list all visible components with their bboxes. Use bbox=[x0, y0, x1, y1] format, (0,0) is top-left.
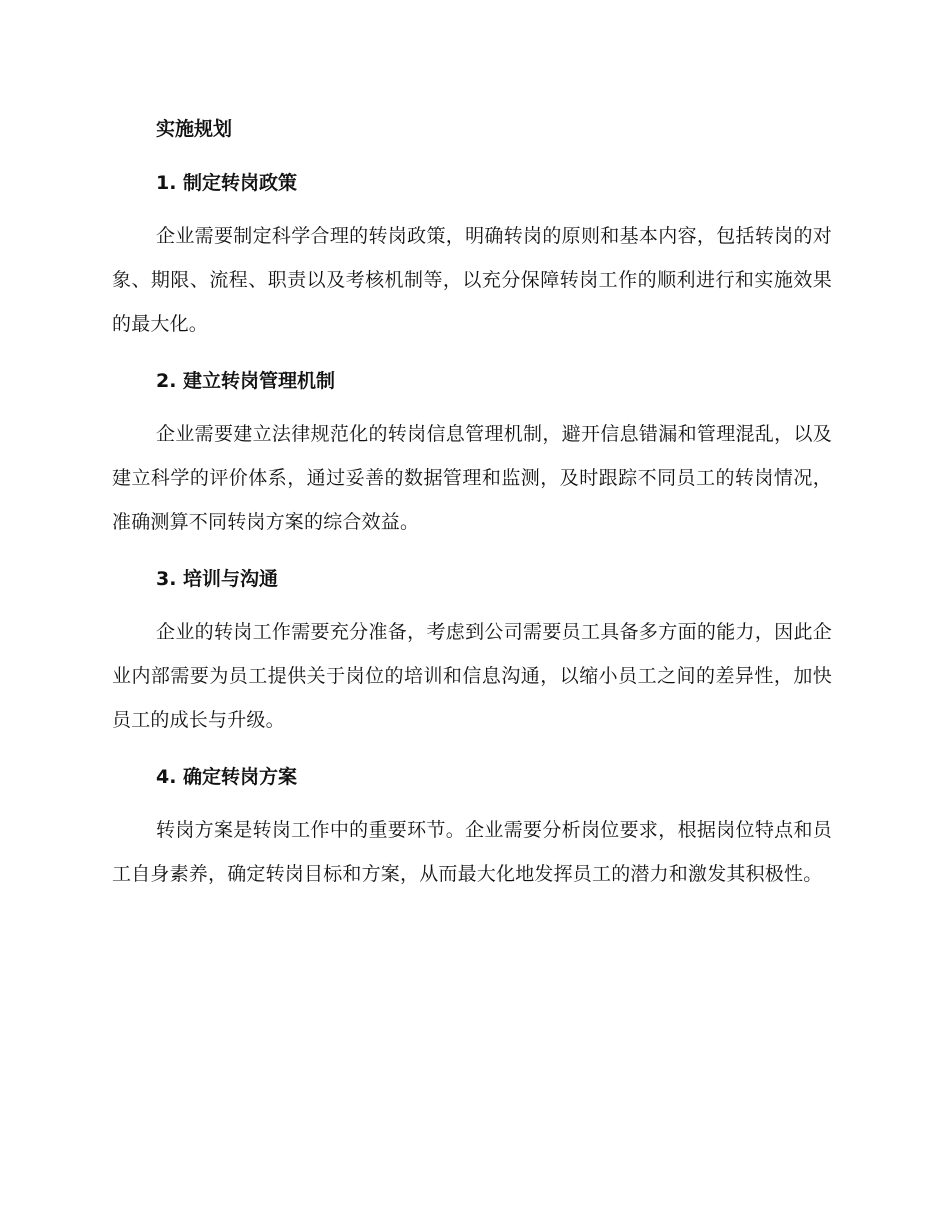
section-body-4: 转岗方案是转岗工作中的重要环节。企业需要分析岗位要求，根据岗位特点和员工自身素养，确定转岗目标和方案，从而最大化地发挥员工的潜力和激发其积极性。 bbox=[112, 819, 832, 885]
section-body-3: 企业的转岗工作需要充分准备，考虑到公司需要员工具备多方面的能力，因此企业内部需要为员工提供关于岗位的培训和信息沟通，以缩小员工之间的差异性，加快员工的成长与升级。 bbox=[112, 621, 832, 731]
section-body-1: 企业需要制定科学合理的转岗政策，明确转岗的原则和基本内容，包括转岗的对象、期限、流程、职责以及考核机制等，以充分保障转岗工作的顺利进行和实施效果的最大化。 bbox=[112, 225, 832, 335]
document-content bbox=[112, 108, 832, 896]
document-title: 实施规划 bbox=[156, 118, 233, 140]
section-heading-2: 2. 建立转岗管理机制 bbox=[156, 370, 336, 392]
section-body-2: 企业需要建立法律规范化的转岗信息管理机制，避开信息错漏和管理混乱，以及建立科学的评价体系，通过妥善的数据管理和监测，及时跟踪不同员工的转岗情况，准确测算不同转岗方案的综合效益。 bbox=[112, 423, 832, 533]
section-heading-3: 3. 培训与沟通 bbox=[156, 568, 279, 590]
section-heading-4: 4. 确定转岗方案 bbox=[156, 766, 298, 788]
section-heading-1: 1. 制定转岗政策 bbox=[156, 172, 298, 194]
